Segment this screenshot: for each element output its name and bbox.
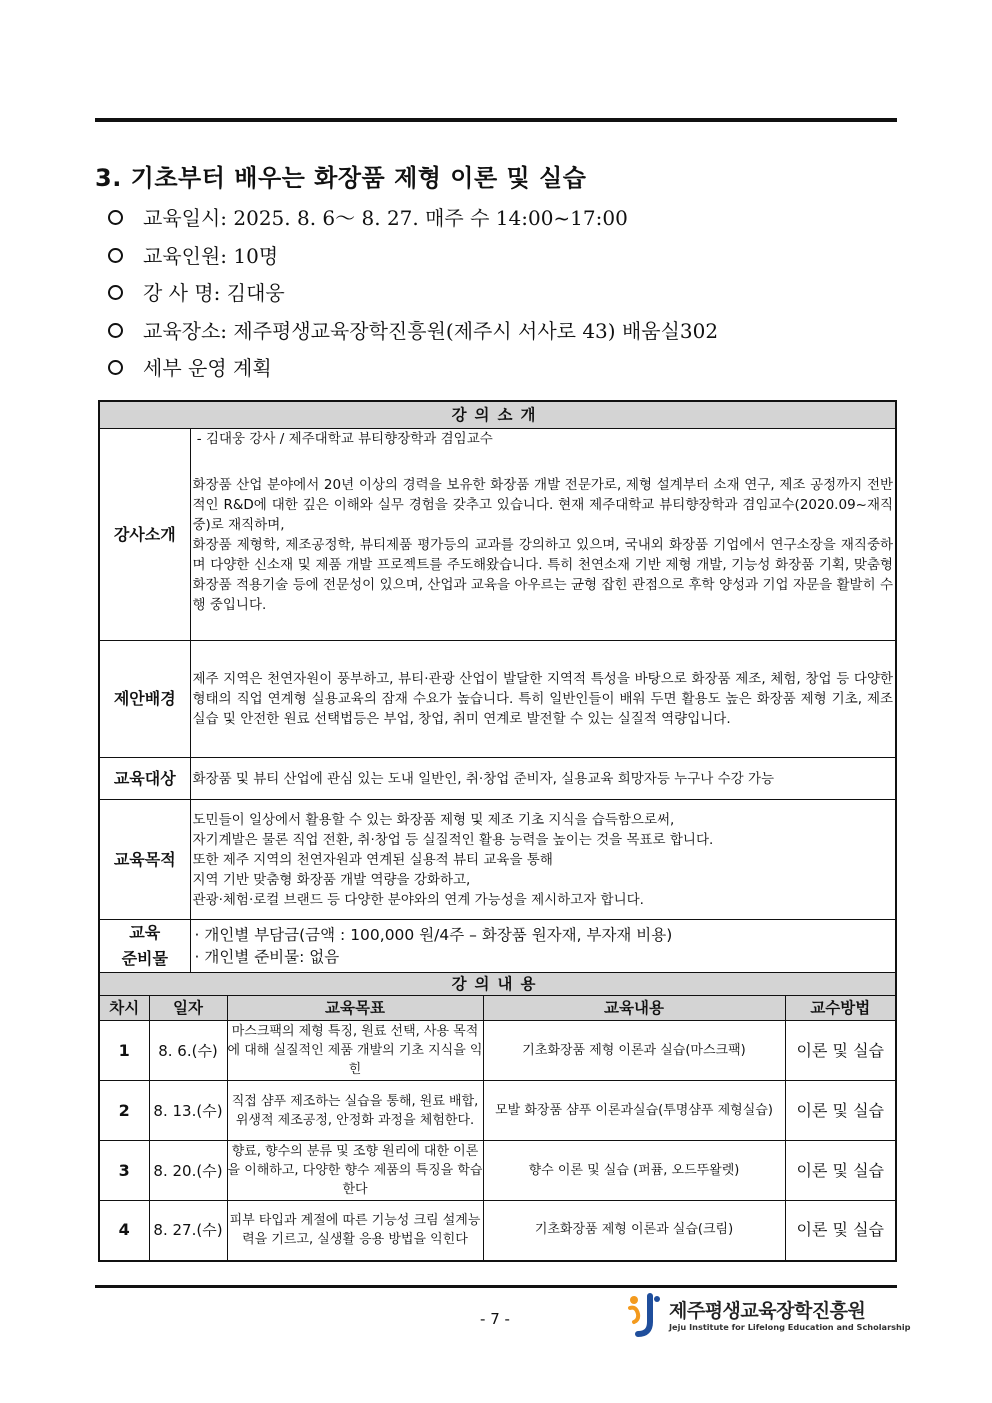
- audience-label: 교육대상: [99, 758, 190, 800]
- bullet-capacity: 교육인원: 10명: [108, 238, 718, 276]
- instructor-body: - 김대웅 강사 / 제주대학교 뷰티향장학과 겸임교수 화장품 산업 분야에서 20년 이상의 경력을 보유한 화장품 개발 전문가로, 제형 설계부터 소재 연구, 제조 공정까지 전반적인 R&D에 대한 깊은 이해와 실무 경험을 갖추고 있습니다. 현재 제주대학교 뷰티향장학과 겸임교수(2020.09~재직 중)로 재직하며, 화장품 제형학, 제조공정학, 뷰티제품 평가등의 교과를 강의하고 있으며, 국내외 화장품 기업에서 연구소장을 재직중하며 다양한 신소재 및 제품 개발 프로젝트를 주도해왔습니다. 특히 천연소재 기반 제형 개발, 기능성 화장품 기획, 맞춤형 화장품 적용기술 등에 전문성이 있으며, 산업과 교육을 아우르는 균형 잡힌 관점으로 후학 양성과 기업 자문을 활발히 수행 중입니다.: [190, 429, 896, 641]
- table-row: 4 8. 27.(수) 피부 타입과 계절에 따른 기능성 크림 설계능력을 기르고, 실생활 응용 방법을 익힌다 기초화장품 제형 이론과 실습(크림) 이론 및 실습: [99, 1201, 896, 1261]
- table-row: 1 8. 6.(수) 마스크팩의 제형 특징, 원료 선택, 사용 목적에 대해 실질적인 제품 개발의 기초 지식을 익힌 기초화장품 제형 이론과 실습(마스크팩) 이론 및 실습: [99, 1021, 896, 1081]
- section-title: 3. 기초부터 배우는 화장품 제형 이론 및 실습: [95, 164, 587, 192]
- circle-bullet-icon: [108, 210, 123, 225]
- bottom-rule: [95, 1285, 897, 1288]
- purpose-body: 도민들이 일상에서 활용할 수 있는 화장품 제형 및 제조 기초 지식을 습득함으로써, 자기계발은 물론 직업 전환, 취·창업 등 실질적인 활용 능력을 높이는 것을 목표로 합니다. 또한 제주 지역의 천연자원과 연계된 실용적 뷰티 교육을 통해 지역 기반 맞춤형 화장품 개발 역량을 강화하고, 관광·체험·로컬 브랜드 등 다양한 분야와의 연계 가능성을 제시하고자 합니다.: [190, 800, 896, 920]
- bullet-plan: 세부 운영 계획: [108, 350, 718, 388]
- background-label: 제안배경: [99, 641, 190, 758]
- audience-body: 화장품 및 뷰티 산업에 관심 있는 도내 일반인, 취·창업 준비자, 실용교육 희망자등 누구나 수강 가능: [190, 758, 896, 800]
- intro-header: 강의소개: [99, 401, 896, 429]
- supplies-body: · 개인별 부담금(금액 : 100,000 원/4주 – 화장품 원자재, 부자재 비용) · 개인별 준비물: 없음: [190, 920, 896, 973]
- page-number: - 7 -: [480, 1310, 510, 1328]
- col-date: 일자: [149, 996, 227, 1021]
- circle-bullet-icon: [108, 248, 123, 263]
- bullet-schedule: 교육일시: 2025. 8. 6～ 8. 27. 매주 수 14:00~17:00: [108, 200, 718, 238]
- purpose-label: 교육목적: [99, 800, 190, 920]
- institute-emblem-icon: [626, 1290, 666, 1340]
- col-method: 교수방법: [785, 996, 896, 1021]
- table-row: 2 8. 13.(수) 직접 샴푸 제조하는 실습을 통해, 원료 배합, 위생적 제조공정, 안정화 과정을 체험한다. 모발 화장품 샴푸 이론과실습(투명샴푸 제형실습) 이론 및 실습: [99, 1081, 896, 1141]
- institute-logo: 제주평생교육장학진흥원 Jeju Institute for Lifelong Education and Scholarship: [626, 1290, 896, 1340]
- info-bullet-list: [108, 200, 718, 388]
- circle-bullet-icon: [108, 285, 123, 300]
- top-rule: [95, 118, 897, 122]
- table-row: 3 8. 20.(수) 향료, 향수의 분류 및 조향 원리에 대한 이론을 이해하고, 다양한 향수 제품의 특징을 학습한다 향수 이론 및 실습 (퍼퓸, 오드뚜왈렛) 이론 및 실습: [99, 1141, 896, 1201]
- col-goal: 교육목표: [227, 996, 483, 1021]
- col-content: 교육내용: [483, 996, 785, 1021]
- background-body: 제주 지역은 천연자원이 풍부하고, 뷰티·관광 산업이 발달한 지역적 특성을 바탕으로 화장품 제조, 체험, 창업 등 다양한 형태의 직업 연계형 실용교육의 잠재 수요가 높습니다. 특히 일반인들이 배워 두면 활용도 높은 화장품 제형 기초, 제조 실습 및 안전한 원료 선택법등은 부업, 창업, 취미 연계로 발전할 수 있는 실질적 역량입니다.: [190, 641, 896, 758]
- course-table: [98, 400, 897, 1262]
- col-session: 차시: [99, 996, 149, 1021]
- circle-bullet-icon: [108, 360, 123, 375]
- supplies-label: 교육 준비물: [99, 920, 190, 973]
- bullet-location: 교육장소: 제주평생교육장학진흥원(제주시 서사로 43) 배움실302: [108, 313, 718, 351]
- schedule-header: 강의내용: [99, 973, 896, 996]
- circle-bullet-icon: [108, 323, 123, 338]
- bullet-instructor: 강 사 명: 김대웅: [108, 275, 718, 313]
- instructor-label: 강사소개: [99, 429, 190, 641]
